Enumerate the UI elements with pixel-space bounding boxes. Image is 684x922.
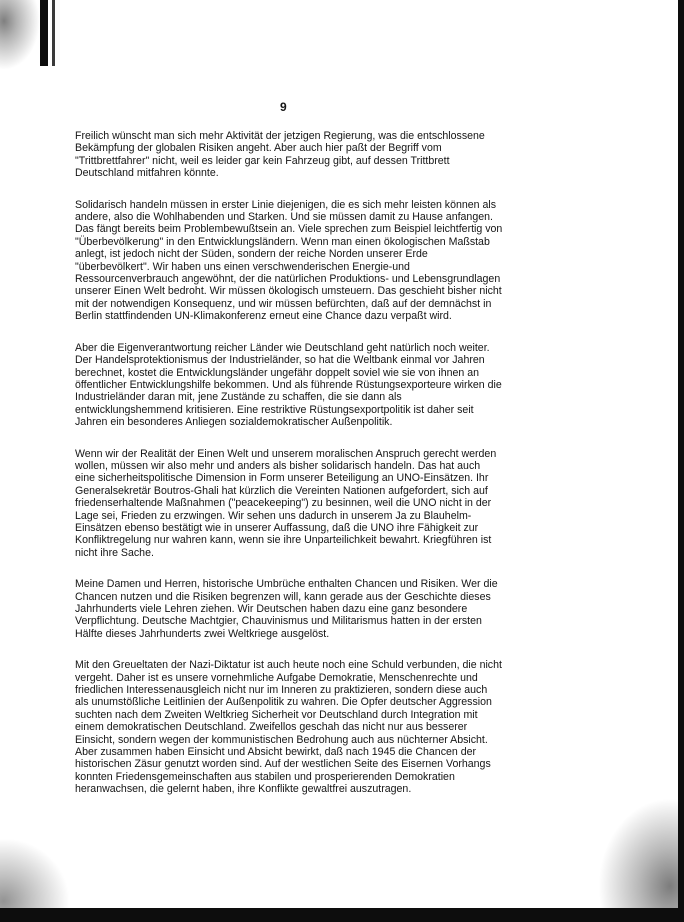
- scan-edge-right: [678, 0, 684, 922]
- scan-edge-bottom: [0, 908, 684, 922]
- scan-smudge-top-left: [0, 0, 40, 70]
- scan-smudge-bottom-right: [598, 798, 678, 908]
- paragraph: Solidarisch handeln müssen in erster Linie diejenigen, die es sich mehr leisten können als andere, also die Wohlhabenden und Starken. Und sie müssen damit zu Hause anfangen. Das fängt bereits beim Problembewußtsein an. Viele sprechen zum Beispiel leichtfertig von "Überbevölkerung" in den Entwicklungsländern. Wenn man einen ökologischen Maßstab anlegt, ist jedoch nicht der Süden, sondern der reiche Norden unserer Erde "überbevölkert". Wir haben uns einen verschwenderischen Energie-und Ressourcenverbrauch angewöhnt, der die natürlichen Produktions- und Lebensgrundlagen unserer Einen Welt bedroht. Wir müssen ökologisch umsteuern. Das geschieht bisher nicht mit der notwendigen Konsequenz, und wir müssen befürchten, daß auf der demnächst in Berlin stattfindenden UN-Klimakonferenz erneut eine Chance dazu verpaßt wird.: [75, 198, 503, 323]
- scan-edge-bar: [40, 0, 48, 66]
- document-body: [75, 130, 503, 815]
- paragraph: Mit den Greueltaten der Nazi-Diktatur ist auch heute noch eine Schuld verbunden, die nicht vergeht. Daher ist es unsere vornehmliche Aufgabe Demokratie, Menschenrechte und friedlichen Interessenausgleich nicht nur im Inneren zu praktizieren, sondern diese auch als unumstößliche Leitlinien der Außenpolitik zu wahren. Die Opfer deutscher Aggression suchten nach dem Zweiten Weltkrieg Sicherheit vor Deutschland durch Integration mit einem demokratischen Deutschland. Zweifellos geschah das nicht nur aus besserer Einsicht, sondern wegen der kommunistischen Bedrohung auch aus nüchterner Absicht. Aber zusammen haben Einsicht und Absicht bewirkt, daß nach 1945 die Chancen der historischen Zäsur genutzt worden sind. Auf der westlichen Seite des Eisernen Vorhangs konnten Friedensgemeinschaften aus stabilen und prosperierenden Demokratien heranwachsen, die gelernt haben, ihre Konflikte gewaltfrei auszutragen.: [75, 659, 502, 796]
- page-number: 9: [280, 100, 287, 114]
- paragraph: Freilich wünscht man sich mehr Aktivität der jetzigen Regierung, was die entschlossene Bekämpfung der globalen Risiken angeht. Aber auch hier paßt der Begriff vom "Trittbrettfahrer" nicht, weil es leider gar kein Fahrzeug gibt, auf dessen Trittbrett Deutschland mitfahren könnte.: [75, 130, 485, 180]
- paragraph: Wenn wir der Realität der Einen Welt und unserem moralischen Anspruch gerecht werden wollen, müssen wir also mehr und anders als bisher solidarisch handeln. Das hat auch eine sicherheitspolitische Dimension in Form unserer Beteiligung an UNO-Einsätzen. Ihr Generalsekretär Boutros-Ghali hat kürzlich die Vereinten Nationen aufgefordert, sich auf friedenserhaltende Maßnahmen ("peacekeeping") zu besinnen, weil die UNO nicht in der Lage sei, Frieden zu erzwingen. Wir sehen uns dadurch in unserem Ja zu Blauhelm-Einsätzen ebenso bestätigt wie in unserer Auffassung, daß die UNO ihre Fähigkeit zur Konfliktregelung nur wahren kann, wenn sie ihre Unparteilichkeit bewahrt. Kriegführen ist nicht ihre Sache.: [75, 447, 497, 559]
- scan-edge-bar: [52, 0, 55, 66]
- paragraph: Aber die Eigenverantwortung reicher Länder wie Deutschland geht natürlich noch weiter. Der Handelsprotektionismus der Industrieländer, so hat die Weltbank einmal vor Jahren berechnet, kostet die Entwicklungsländer ungefähr doppelt soviel wie sie von ihnen an öffentlicher Entwicklungshilfe bekommen. Und als führende Rüstungsexporteure wirken die Industrieländer daran mit, jene Zustände zu schaffen, die sie dann als entwicklungshemmend kritisieren. Eine restriktive Rüstungsexportpolitik ist daher seit Jahren ein besonderes Anliegen sozialdemokratischer Außenpolitik.: [75, 341, 502, 429]
- paragraph: Meine Damen und Herren, historische Umbrüche enthalten Chancen und Risiken. Wer die Chancen nutzen und die Risiken begrenzen will, kann gerade aus der Geschichte dieses Jahrhunderts viele Lehren ziehen. Wir Deutschen haben dazu eine ganz besondere Verpflichtung. Deutsche Machtgier, Chauvinismus und Militarismus hatten in der ersten Hälfte dieses Jahrhunderts zwei Weltkriege ausgelöst.: [75, 578, 498, 640]
- scan-smudge-bottom-left: [0, 838, 70, 908]
